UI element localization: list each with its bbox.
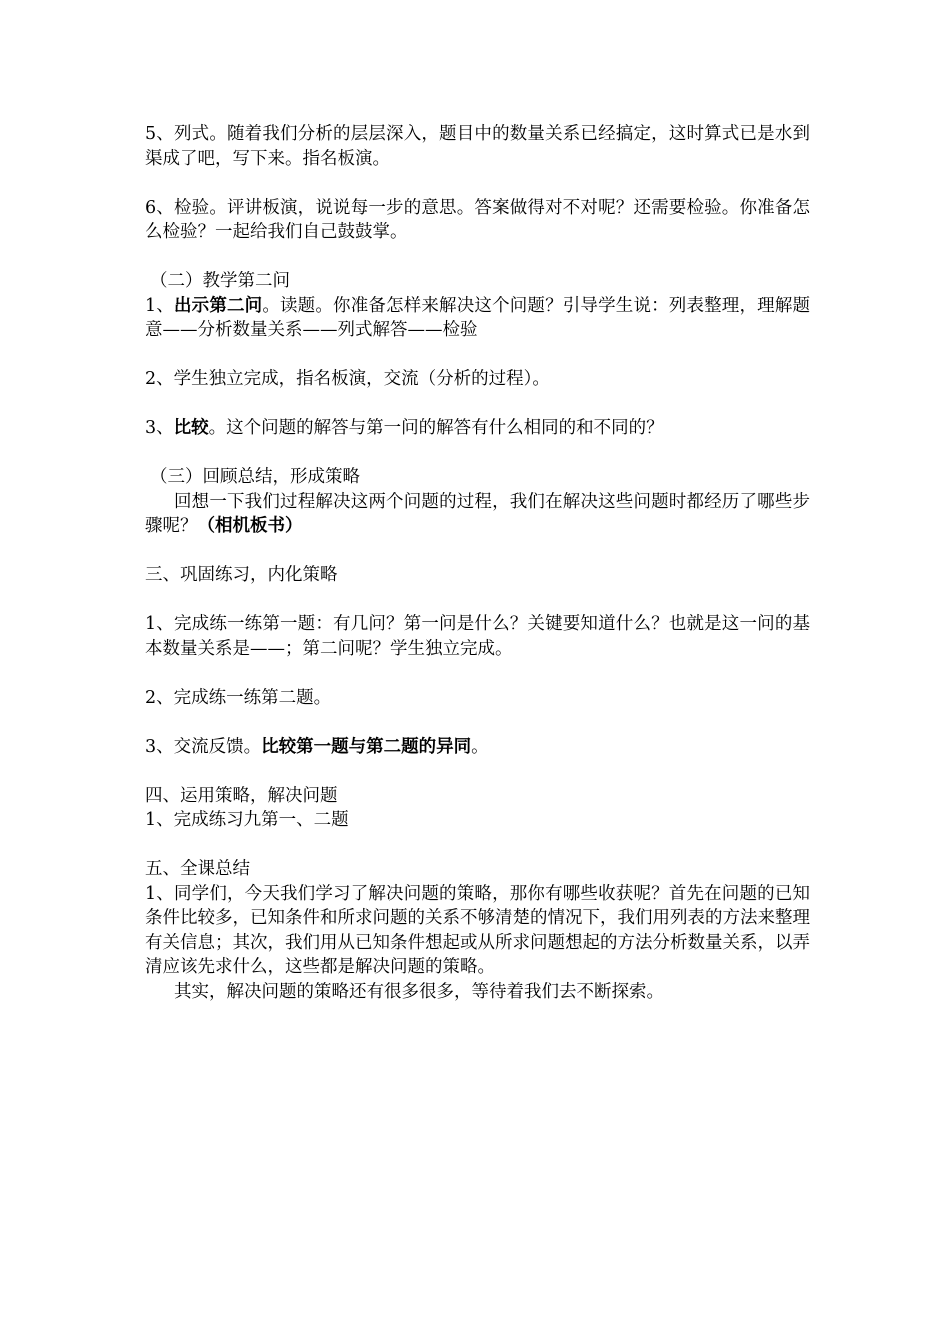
spacer xyxy=(145,833,810,858)
paragraph-text: 。读题。你准备怎样来解决这个问题？引导学生说：列表整理，理解题意——分析数量关系——列式解答——检验 xyxy=(145,295,810,340)
heading-part-three: （三）回顾总结，形成策略 xyxy=(150,467,360,487)
paragraph-summary: 1、同学们，今天我们学习了解决问题的策略，那你有哪些收获呢？首先在问题的已知条件比较多，已知条件和所求问题的关系不够清楚的情况下，我们用列表的方法来整理有关信息；其次，我们用从已知条件想起或从所求问题想起的方法分析数量关系，以弄清应该先求什么，这些都是解决问题的策略。 xyxy=(145,883,810,977)
paragraph-text: 。这个问题的解答与第一问的解答有什么相同的和不同的？ xyxy=(208,418,664,438)
spacer xyxy=(145,759,810,784)
section-heading-four: 四、运用策略，解决问题 xyxy=(145,785,338,806)
spacer xyxy=(145,245,810,270)
paragraph-text: 。 xyxy=(471,736,489,757)
paragraph-exercise-nine: 1、完成练习九第一、二题 xyxy=(145,810,349,830)
paragraph-show-second-question xyxy=(145,294,810,343)
bold-phrase: 比较 xyxy=(173,418,209,438)
paragraph-feedback xyxy=(145,735,810,760)
heading-part-two: （二）教学第二问 xyxy=(150,271,290,291)
document-body xyxy=(145,122,810,1004)
spacer xyxy=(145,343,810,368)
paragraph-review xyxy=(145,490,810,539)
paragraph-step6: 6、检验。评讲板演，说说每一步的意思。答案做得对不对呢？还需要检验。你准备怎么检验？一起给我们自己鼓鼓掌。 xyxy=(145,197,810,242)
bold-phrase: 比较第一题与第二题的异同 xyxy=(261,736,472,757)
spacer xyxy=(145,661,810,686)
section-heading-three: 三、巩固练习，内化策略 xyxy=(145,565,338,585)
item-number: 3、 xyxy=(145,418,174,438)
paragraph-text: 3、交流反馈。 xyxy=(145,736,262,757)
item-number: 1、 xyxy=(145,295,174,316)
paragraph-closing: 其实，解决问题的策略还有很多很多，等待着我们去不断探索。 xyxy=(174,981,664,1002)
paragraph-text: 回想一下我们过程解决这两个问题的过程，我们在解决这些问题时都经历了哪些步骤呢？ xyxy=(145,491,810,536)
bold-phrase: 出示第二问 xyxy=(173,295,263,316)
spacer xyxy=(145,441,810,466)
paragraph-practice-one: 1、完成练一练第一题：有几问？第一问是什么？关键要知道什么？也就是这一问的基本数量关系是——；第二问呢？学生独立完成。 xyxy=(145,614,810,659)
spacer xyxy=(145,588,810,613)
spacer xyxy=(145,392,810,417)
paragraph-step5: 5、列式。随着我们分析的层层深入，题目中的数量关系已经搞定，这时算式已是水到渠成了吧，写下来。指名板演。 xyxy=(145,124,810,169)
spacer xyxy=(145,171,810,196)
section-heading-five: 五、全课总结 xyxy=(145,859,250,879)
paragraph-independent-work: 2、学生独立完成，指名板演，交流（分析的过程）。 xyxy=(145,369,550,389)
paragraph-practice-two: 2、完成练一练第二题。 xyxy=(145,687,332,708)
spacer xyxy=(145,710,810,735)
paragraph-compare xyxy=(145,416,810,441)
spacer xyxy=(145,539,810,564)
bold-phrase: （相机板书） xyxy=(197,516,303,536)
